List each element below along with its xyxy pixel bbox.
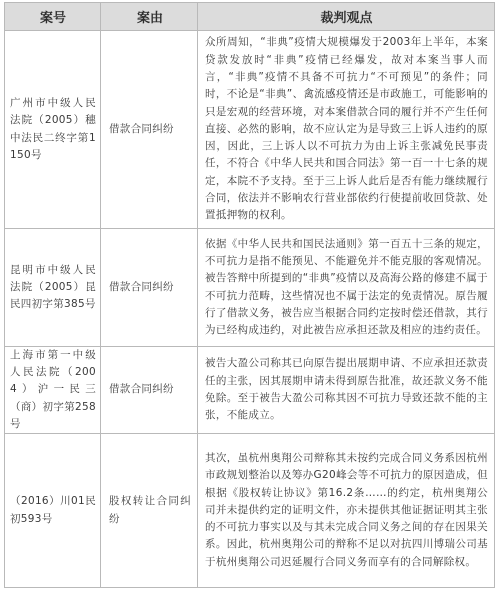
case-cause: 股权转让合同纠纷 — [109, 495, 191, 525]
case-number: 昆明市中级人民法院（2005）昆民四初字第385号 — [10, 263, 96, 311]
case-cause: 借款合同纠纷 — [109, 122, 174, 135]
table-row — [5, 347, 494, 434]
case-number: （2016）川01民初593号 — [10, 495, 96, 525]
table-row — [5, 229, 494, 347]
case-number-cell — [5, 434, 101, 587]
table-header-row — [5, 3, 494, 31]
opinion-cell — [198, 347, 494, 433]
cause-cell — [101, 229, 198, 346]
opinion-cell — [198, 229, 494, 346]
table-row — [5, 31, 494, 229]
judgment-opinion: 被告大盈公司称其已向原告提出展期申请、不应承担还款责任的主张，因其展期申请未得到原告批准，故还款义务不能免除。至于被告大盈公司称其因不可抗力导致还款不能的主张，不能成立。 — [205, 357, 488, 422]
cause-cell — [101, 31, 198, 228]
table-row — [5, 434, 494, 587]
opinion-cell — [198, 434, 494, 587]
cause-cell — [101, 434, 198, 587]
judgment-opinion: 其次，虽杭州奥翔公司辩称其未按约完成合同义务系因杭州市政规划整治以及筹办G20峰会等不可抗力的原因造成，但根据《股权转让协议》第16.2条……的约定，杭州奥翔公司并未提供约定的证明文件，亦未提供其他证据证明其主张的不可抗力事实以及与其未完成合同义务之间的存在因果关系。因此，杭州奥翔公司的辩称不足以对抗四川博瑞公司基于杭州奥翔公司迟延履行合同义务而享有的合同解除权。 — [205, 451, 488, 568]
case-number: 广州市中级人民法院（2005）穗中法民二终字第1150号 — [10, 96, 96, 161]
judgment-table — [4, 2, 495, 588]
opinion-cell — [198, 31, 494, 228]
case-number: 上海市第一中级人民法院（2004）沪一民三（商）初字第258号 — [10, 348, 96, 430]
judgment-opinion: 众所周知，“非典”疫情大规模爆发于2003年上半年，本案贷款发放时“非典”疫情已经爆发，故对本案当事人而言，“非典”疫情不具备不可抗力“不可预见”的条件；同时，不论是“非典”、禽流感疫情还是市政施工，可能影响的只是宏观的经营环境，对本案借款合同的履行并不产生任何直接、必然的影响，故不应认定为是导致三上诉人违约的原因，因此，三上诉人以不可抗力为由上诉主张减免民事责任，不符合《中华人民共和国合同法》第一百一十七条的规定，本院不予支持。至于三上诉人此后是否有能力继续履行合同，依法并不影响农行营业部依约行使提前收回贷款、处置抵押物的权利。 — [205, 36, 488, 222]
header-cause: 案由 — [101, 3, 198, 30]
cause-cell — [101, 347, 198, 433]
header-case-no: 案号 — [5, 3, 101, 30]
case-number-cell — [5, 347, 101, 433]
case-cause: 借款合同纠纷 — [109, 280, 174, 293]
case-number-cell — [5, 31, 101, 228]
case-number-cell — [5, 229, 101, 346]
header-opinion: 裁判观点 — [320, 11, 373, 26]
judgment-opinion: 依据《中华人民共和国民法通则》第一百五十三条的规定，不可抗力是指不能预见、不能避免并不能克服的客观情况。被告答辩中所提到的“非典”疫情以及高海公路的修建不属于不可抗力范畴，这些情况也不属于法定的免责情况。原告履行了借款义务，被告应当根据合同约定按时偿还借款，其行为已经构成违约，对此被告应承担还款及相应的违约责任。 — [205, 237, 488, 337]
case-cause: 借款合同纠纷 — [109, 383, 174, 396]
